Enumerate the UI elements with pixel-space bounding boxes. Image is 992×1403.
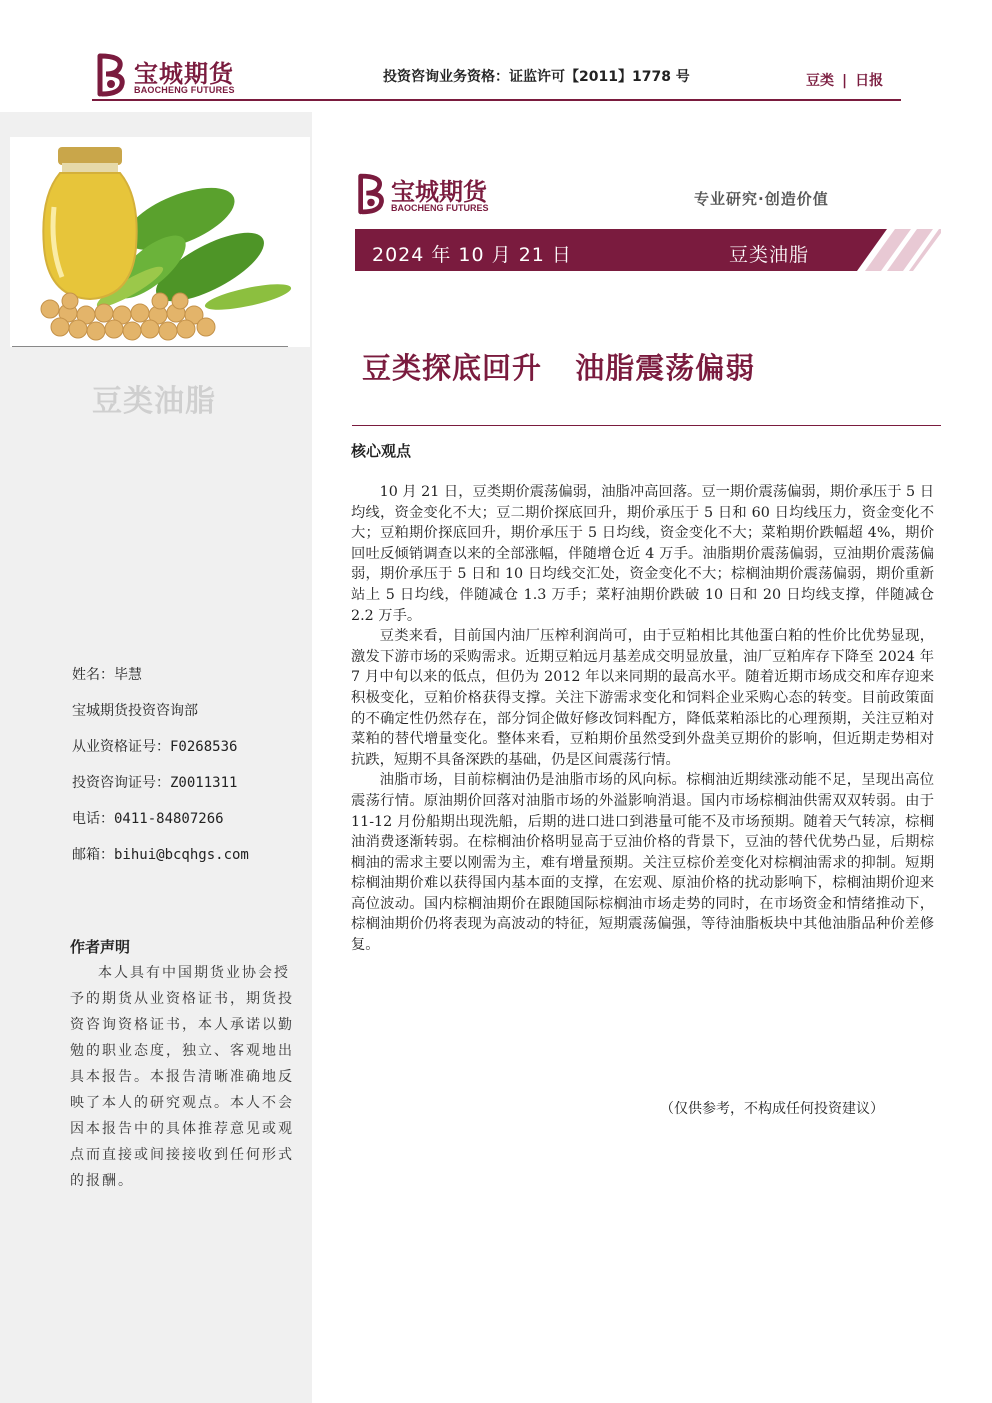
author-info bbox=[72, 664, 249, 880]
report-body bbox=[351, 482, 934, 956]
header-divider bbox=[92, 99, 901, 101]
paragraph: 豆类来看，目前国内油厂压榨利润尚可，由于豆粕相比其他蛋白粕的性价比优势显现，激发下游市场的采购需求。近期豆粕远月基差成交明显放量，油厂豆粕库存下降至 2024 年 7 月中旬以来的低点，但仍为 2012 年以来同期的最高水平。随着近期市场成交和库存迎来积极变化，豆粕价格获得支撑。关注下游需求变化和饲料企业采购心态的转变。目前政策面的不确定性仍然存在，部分饲企做好修改饲料配方，降低菜粕添比的心理预期，关注豆粕对菜粕的替代增量变化。整体来看，豆粕期价虽然受到外盘美豆期价的影响，但近期走势相对抗跌，短期不具备深跌的基础，仍是区间震荡行情。 bbox=[351, 628, 934, 768]
oil-jar-illustration bbox=[10, 137, 310, 347]
tag-type: 日报 bbox=[855, 73, 884, 89]
statement-heading: 作者声明 bbox=[70, 938, 131, 956]
author-email: 邮箱：bihui@bcqhgs.com bbox=[72, 847, 249, 863]
main-logo bbox=[355, 172, 535, 218]
main-logo-cn: 宝城期货 bbox=[391, 177, 487, 206]
paragraph: 10 月 21 日，豆类期价震荡偏弱，油脂冲高回落。豆一期价震荡偏弱，期价承压于 5 日均线，资金变化不大；豆二期价探底回升，期价承压于 5 日和 60 日均线压力，资金变化不大；豆粕期价探底回升，期价承压于 5 日均线，资金变化不大；菜粕期价跌幅超 4%，期价回吐反倾销调查以来的全部涨幅，伴随增仓近 4 万手。油脂期价震荡偏弱，豆油期价震荡偏弱，期价承压于 5 日和 10 日均线交汇处，资金变化不大；棕榈油期价震荡偏弱，期价重新站上 5 日均线，伴随减仓 1.3 万手；菜籽油期价跌破 10 日和 20 日均线支撑，伴随减仓 2.2 万手。 bbox=[351, 484, 934, 624]
license-text: 投资咨询业务资格：证监许可【2011】1778 号 bbox=[383, 69, 690, 85]
main-logo-en: BAOCHENG FUTURES bbox=[391, 203, 489, 213]
header-logo-cn: 宝城期货 bbox=[134, 59, 234, 88]
core-heading: 核心观点 bbox=[351, 442, 412, 460]
photo-divider bbox=[12, 346, 288, 347]
baocheng-logo-icon bbox=[355, 172, 387, 216]
date-banner bbox=[355, 229, 941, 271]
banner-category: 豆类油脂 bbox=[729, 244, 810, 266]
oil-jar-soybeans-image bbox=[10, 137, 310, 347]
tag-category: 豆类 bbox=[806, 73, 834, 89]
author-name: 姓名：毕慧 bbox=[72, 667, 142, 683]
disclaimer: （仅供参考，不构成任何投资建议） bbox=[660, 1101, 884, 1117]
statement-text: 本人具有中国期货业协会授予的期货从业资格证书，期货投资咨询资格证书，本人承诺以勤勉的职业态度，独立、客观地出具本报告。本报告清晰准确地反映了本人的研究观点。本人不会因本报告中的具体推荐意见或观点而直接或间接接收到任何形式的报酬。 bbox=[70, 965, 294, 1189]
report-title: 豆类探底回升 油脂震荡偏弱 bbox=[362, 351, 756, 385]
header-logo-en: BAOCHENG FUTURES bbox=[134, 85, 235, 95]
author-dept: 宝城期货投资咨询部 bbox=[72, 703, 198, 719]
slogan: 专业研究·创造价值 bbox=[694, 190, 829, 208]
paragraph: 油脂市场，目前棕榈油仍是油脂市场的风向标。棕榈油近期续涨动能不足，呈现出高位震荡行情。原油期价回落对油脂市场的外溢影响消退。国内市场棕榈油供需双双转弱。由于 11-12 月份船期出现洗船，后期的进口进口到港量可能不及市场预期。随着天气转凉，棕榈油消费逐渐转弱。在棕榈油价格明显高于豆油价格的背景下，豆油的替代优势凸显，后期棕榈油的需求主要以刚需为主，难有增量预期。关注豆棕价差变化对棕榈油需求的抑制。短期棕榈油期价难以获得国内基本面的支撑，在宏观、原油价格的扰动影响下，棕榈油期价迎来高位波动。国内棕榈油期价在跟随国际棕榈油市场走势的同时，在市场资金和情绪推动下，棕榈油期价仍将表现为高波动的特征，短期震荡偏强，等待油脂板块中其他油脂品种价差修复。 bbox=[351, 772, 934, 954]
title-divider bbox=[352, 425, 941, 426]
baocheng-logo-icon bbox=[94, 52, 128, 98]
author-consult-cert: 投资咨询证号：Z0011311 bbox=[72, 775, 238, 791]
report-date: 2024 年 10 月 21 日 bbox=[372, 244, 572, 266]
author-phone: 电话：0411-84807266 bbox=[72, 811, 224, 827]
sidebar-category-watermark: 豆类油脂 bbox=[92, 384, 216, 419]
author-qualification: 从业资格证号：F0268536 bbox=[72, 739, 238, 755]
tag-separator: | bbox=[842, 73, 848, 89]
report-tag bbox=[806, 70, 883, 90]
header-logo bbox=[94, 52, 254, 100]
